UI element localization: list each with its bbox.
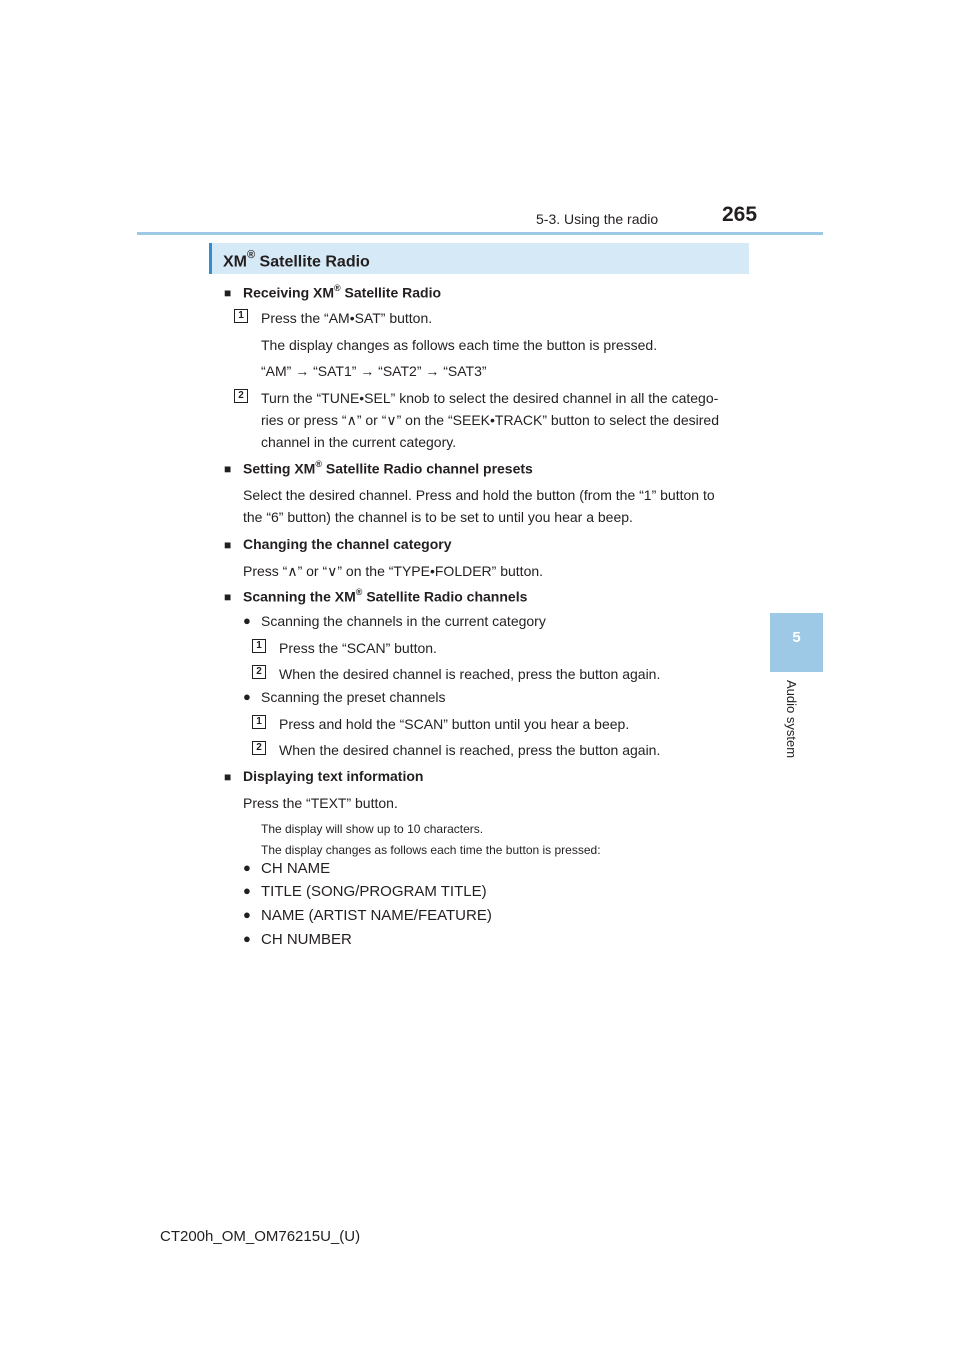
step-number: 1 [252, 715, 266, 729]
step-text: channel in the current category. [261, 434, 457, 450]
textinfo-heading: Displaying text information [243, 768, 424, 784]
display-item: CH NUMBER [261, 931, 352, 948]
square-marker: ■ [224, 538, 232, 552]
step-text: Press and hold the “SCAN” button until you hear a beep. [279, 716, 630, 732]
chapter-number: 5 [792, 629, 801, 646]
step-number: 2 [252, 665, 266, 679]
scanning-heading: Scanning the XM® Satellite Radio channels [243, 587, 528, 605]
display-item: CH NAME [261, 860, 331, 877]
step-number: 1 [252, 639, 266, 653]
step-text: Press the “SCAN” button. [279, 640, 437, 656]
square-marker: ■ [224, 286, 232, 300]
band-sequence: “AM” → “SAT1” → “SAT2” → “SAT3” [261, 363, 487, 379]
step-number: 1 [234, 309, 248, 323]
step-text: ries or press “∧” or “∨” on the “SEEK•TRACK” button to select the desired [261, 412, 720, 428]
square-marker: ■ [224, 462, 232, 476]
step-text: Press the “AM•SAT” button. [261, 310, 433, 326]
header-rule [137, 232, 823, 235]
bullet-text: Scanning the preset channels [261, 689, 446, 705]
bullet: ● [243, 931, 251, 946]
bullet-text: Scanning the channels in the current category [261, 613, 546, 629]
bullet: ● [243, 613, 251, 628]
footer-code: CT200h_OM_OM76215U_(U) [160, 1228, 361, 1245]
receiving-heading: Receiving XM® Satellite Radio [243, 283, 442, 301]
step-text: Turn the “TUNE•SEL” knob to select the desired channel in all the catego- [261, 390, 719, 406]
bullet: ● [243, 860, 251, 875]
display-item: NAME (ARTIST NAME/FEATURE) [261, 907, 492, 924]
header-section-title: 5-3. Using the radio [536, 211, 659, 227]
bullet: ● [243, 907, 251, 922]
category-text: Press “∧” or “∨” on the “TYPE•FOLDER” button. [243, 563, 544, 579]
category-heading: Changing the channel category [243, 536, 452, 552]
textinfo-text: Press the “TEXT” button. [243, 795, 398, 811]
step-text: When the desired channel is reached, press the button again. [279, 742, 661, 758]
presets-text: the “6” button) the channel is to be set to until you hear a beep. [243, 509, 633, 525]
step-note: The display changes as follows each time the button is pressed. [261, 337, 658, 353]
presets-heading: Setting XM® Satellite Radio channel presets [243, 459, 533, 477]
display-item: TITLE (SONG/PROGRAM TITLE) [261, 883, 487, 900]
step-number: 2 [234, 389, 248, 403]
square-marker: ■ [224, 770, 232, 784]
step-text: When the desired channel is reached, press the button again. [279, 666, 661, 682]
presets-text: Select the desired channel. Press and hold the button (from the “1” button to [243, 487, 715, 503]
section-heading: XM® Satellite Radio [223, 249, 370, 271]
step-number: 2 [252, 741, 266, 755]
textinfo-note: The display changes as follows each time the button is pressed: [261, 843, 601, 857]
square-marker: ■ [224, 590, 232, 604]
chapter-label: Audio system [784, 680, 799, 759]
bullet: ● [243, 689, 251, 704]
page-number: 265 [722, 203, 758, 226]
textinfo-note: The display will show up to 10 characters. [261, 822, 484, 836]
bullet: ● [243, 883, 251, 898]
